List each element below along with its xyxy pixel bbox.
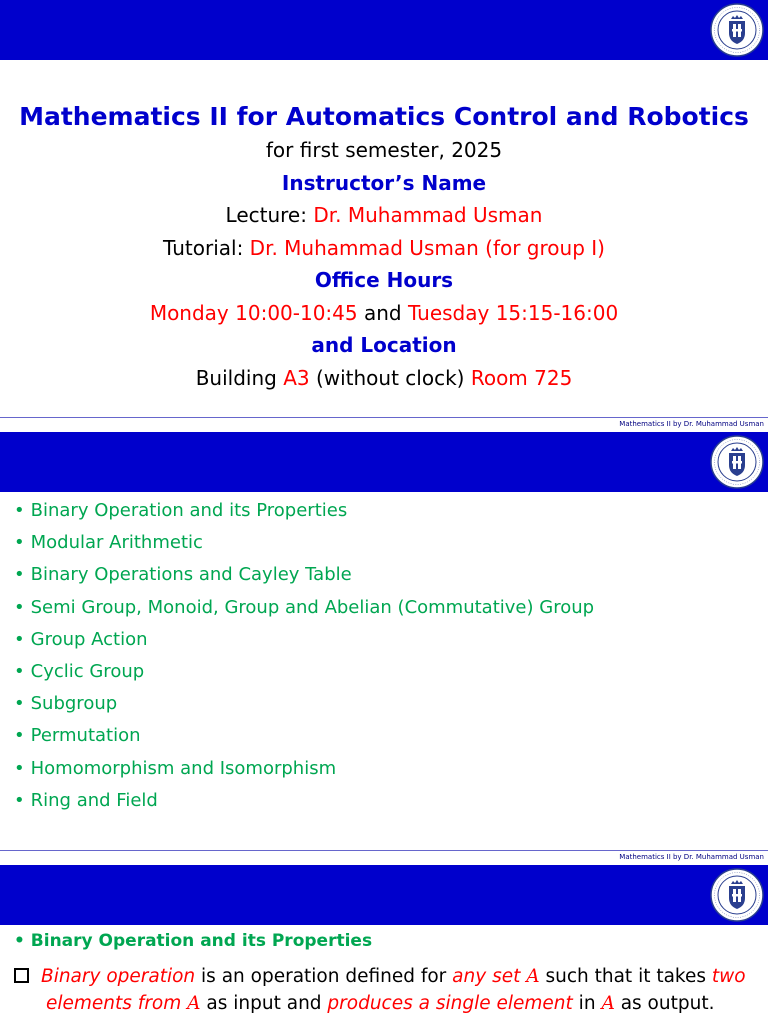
header-band — [0, 0, 768, 60]
topic-item: • Homomorphism and Isomorphism — [14, 757, 337, 779]
building-code: A3 — [283, 365, 310, 390]
slide-divider — [0, 850, 768, 851]
hours-tuesday: Tuesday 15:15-16:00 — [407, 300, 619, 325]
topic-item: • Modular Arithmetic — [14, 532, 203, 554]
topic-item: • Binary Operation and its Properties — [14, 500, 348, 521]
building-note: (without clock) — [309, 365, 471, 390]
topic-item: • Binary Operations and Cayley Table — [14, 564, 352, 586]
university-seal-icon — [710, 435, 764, 489]
office-hours-heading: Office Hours — [314, 268, 454, 292]
topic-list — [14, 495, 594, 817]
bullet-dot: • — [14, 725, 25, 747]
tutorial-line — [0, 232, 768, 265]
definition-paragraph — [14, 963, 764, 1017]
bullet-dot: • — [14, 661, 25, 683]
lecture-label: Lecture: — [225, 203, 314, 227]
room-number: Room 725 — [470, 365, 573, 390]
bullet-dot: • — [14, 931, 31, 951]
topic-item: • Cyclic Group — [14, 661, 145, 683]
topic-item: • Semi Group, Monoid, Group and Abelian (Commutative) Group — [14, 596, 595, 618]
hours-monday: Monday 10:00-10:45 — [149, 300, 358, 325]
bullet-dot: • — [14, 693, 25, 715]
tutorial-label: Tutorial: — [163, 235, 250, 260]
slide-footer: Mathematics II by Dr. Muhammad Usman — [619, 420, 764, 428]
lecture-line — [0, 199, 768, 232]
location-line — [0, 362, 768, 395]
topic-item: • Ring and Field — [14, 789, 158, 811]
square-bullet-icon — [14, 968, 29, 983]
bullet-dot: • — [14, 628, 25, 650]
topic-item: • Permutation — [14, 725, 141, 747]
bullet-dot: • — [14, 789, 25, 811]
bullet-dot: • — [14, 532, 25, 554]
section-heading: • Binary Operation and its Properties — [14, 931, 373, 951]
slide-binary-operation — [0, 865, 768, 1024]
hours-line — [0, 297, 768, 330]
slide-title — [0, 0, 768, 418]
location-heading: and Location — [311, 333, 457, 357]
slide-footer: Mathematics II by Dr. Muhammad Usman — [619, 853, 764, 861]
header-band — [0, 432, 768, 492]
topic-item: • Subgroup — [14, 693, 118, 715]
instructor-heading: Instructor’s Name — [281, 170, 487, 195]
bullet-dot: • — [14, 596, 25, 618]
header-band — [0, 865, 768, 925]
definition-line-2: elements from A as input and produces a single element in A as output. — [46, 993, 715, 1014]
course-title: Mathematics II for Automatics Control and Robotics — [19, 102, 749, 131]
slide-topics — [0, 432, 768, 839]
building-label: Building — [195, 365, 284, 390]
slide-divider — [0, 417, 768, 418]
bullet-dot: • — [14, 564, 25, 586]
topic-item: • Group Action — [14, 628, 148, 650]
hours-and: and — [357, 300, 408, 325]
bullet-dot: • — [14, 757, 25, 779]
lecture-name: Dr. Muhammad Usman — [313, 203, 543, 227]
bullet-dot: • — [14, 500, 25, 521]
semester-line: for first semester, 2025 — [265, 138, 503, 162]
course-info — [0, 100, 768, 394]
tutorial-name: Dr. Muhammad Usman (for group I) — [249, 235, 605, 260]
university-seal-icon — [710, 3, 764, 57]
definition-line-1: Binary operation is an operation defined for any set A such that it takes two — [14, 963, 764, 990]
university-seal-icon — [710, 868, 764, 922]
